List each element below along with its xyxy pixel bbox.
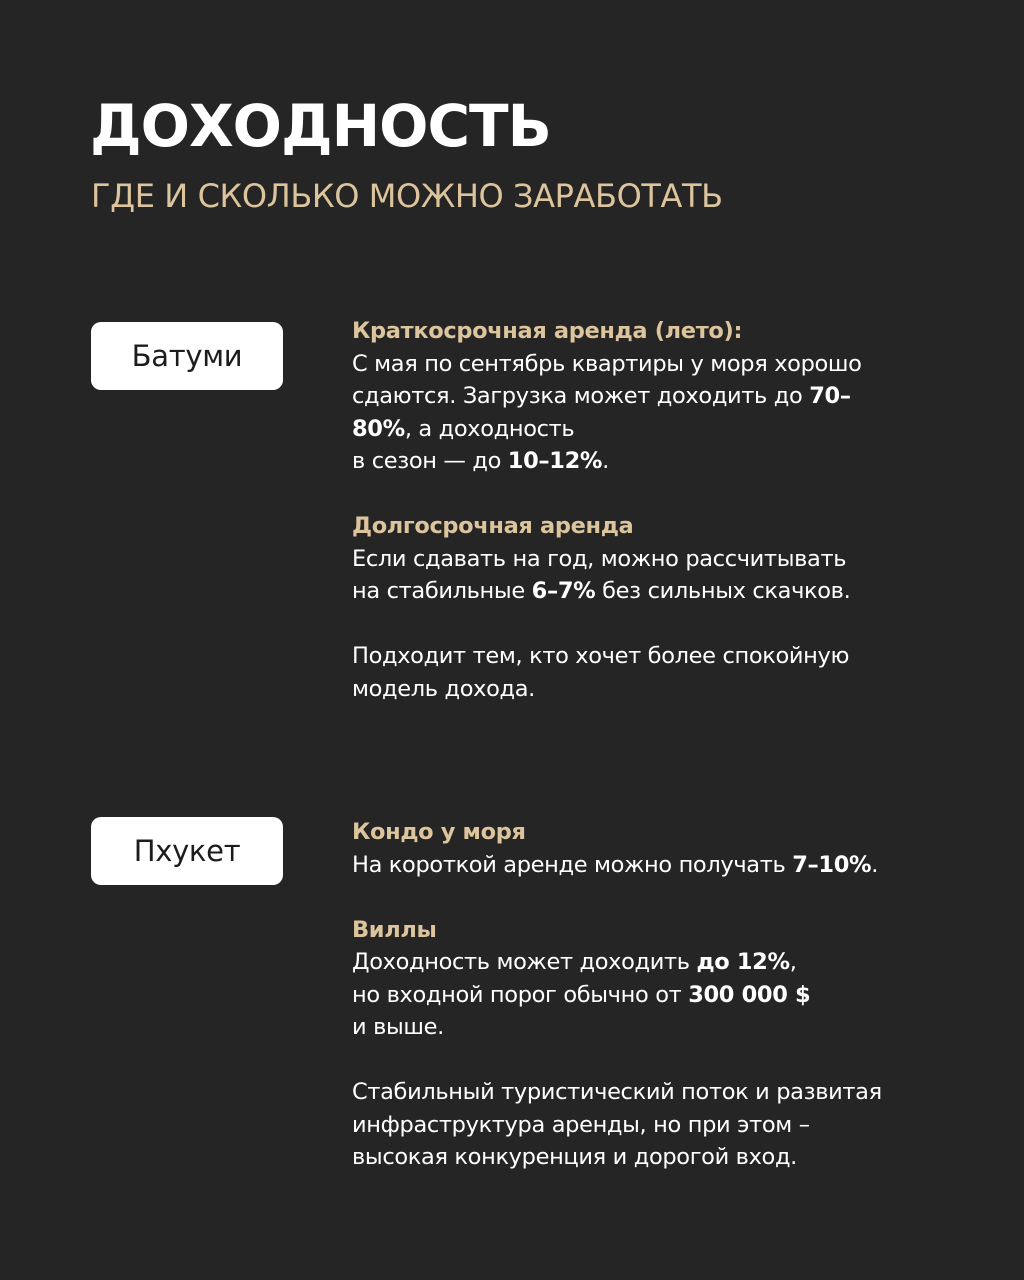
page-subtitle: ГДЕ И СКОЛЬКО МОЖНО ЗАРАБОТАТЬ	[91, 177, 723, 215]
batumi-note-line-1: Подходит тем, кто хочет более спокойную	[352, 643, 850, 669]
batumi-note-line-2: модель дохода.	[352, 675, 535, 702]
villas-heading: Виллы	[352, 916, 437, 943]
long-term-rent-block	[352, 510, 992, 608]
villas-entry-threshold: 300 000 $	[688, 981, 811, 1008]
phuket-note-line-3: высокая конкуренция и дорогой вход.	[352, 1144, 797, 1170]
occupancy-value: 70–	[809, 383, 851, 409]
short-term-line-3: 80%, а доходность	[352, 415, 575, 442]
long-term-rent-heading: Долгосрочная аренда	[352, 513, 634, 539]
short-term-rent-block	[352, 315, 992, 478]
condo-block	[352, 816, 992, 881]
occupancy-value-end: 80%	[352, 415, 405, 442]
villas-line-3: и выше.	[352, 1014, 444, 1040]
villas-block	[352, 914, 992, 1044]
condo-heading: Кондо у моря	[352, 819, 526, 845]
villas-yield-value: до 12%	[696, 949, 790, 975]
phuket-note-line-1: Стабильный туристический поток и развитая	[352, 1079, 882, 1105]
season-yield-value: 10–12%	[507, 448, 603, 474]
long-term-line-2: на стабильные 6–7% без сильных скачков.	[352, 578, 851, 604]
phuket-note-line-2: инфраструктура аренды, но при этом –	[352, 1111, 810, 1138]
batumi-details	[352, 315, 992, 705]
short-term-line-1: С мая по сентябрь квартиры у моря хорошо	[352, 350, 862, 377]
page-title: ДОХОДНОСТЬ	[90, 92, 551, 160]
short-term-rent-heading: Краткосрочная аренда (лето):	[352, 318, 743, 344]
phuket-note	[352, 1076, 992, 1174]
villas-line-2: но входной порог обычно от 300 000 $	[352, 981, 811, 1008]
long-term-line-1: Если сдавать на год, можно рассчитывать	[352, 545, 847, 572]
city-label-phuket: Пхукет	[91, 817, 283, 885]
city-label-batumi: Батуми	[91, 322, 283, 390]
batumi-note	[352, 640, 992, 705]
phuket-details	[352, 816, 992, 1174]
short-term-line-4: в сезон — до 10–12%.	[352, 448, 609, 474]
short-term-line-2: сдаются. Загрузка может доходить до 70–	[352, 383, 851, 409]
condo-line-1: На короткой аренде можно получать 7–10%.	[352, 851, 879, 878]
condo-yield-value: 7–10%	[792, 851, 872, 878]
villas-line-1: Доходность может доходить до 12%,	[352, 949, 797, 975]
long-term-yield-value: 6–7%	[531, 578, 596, 604]
